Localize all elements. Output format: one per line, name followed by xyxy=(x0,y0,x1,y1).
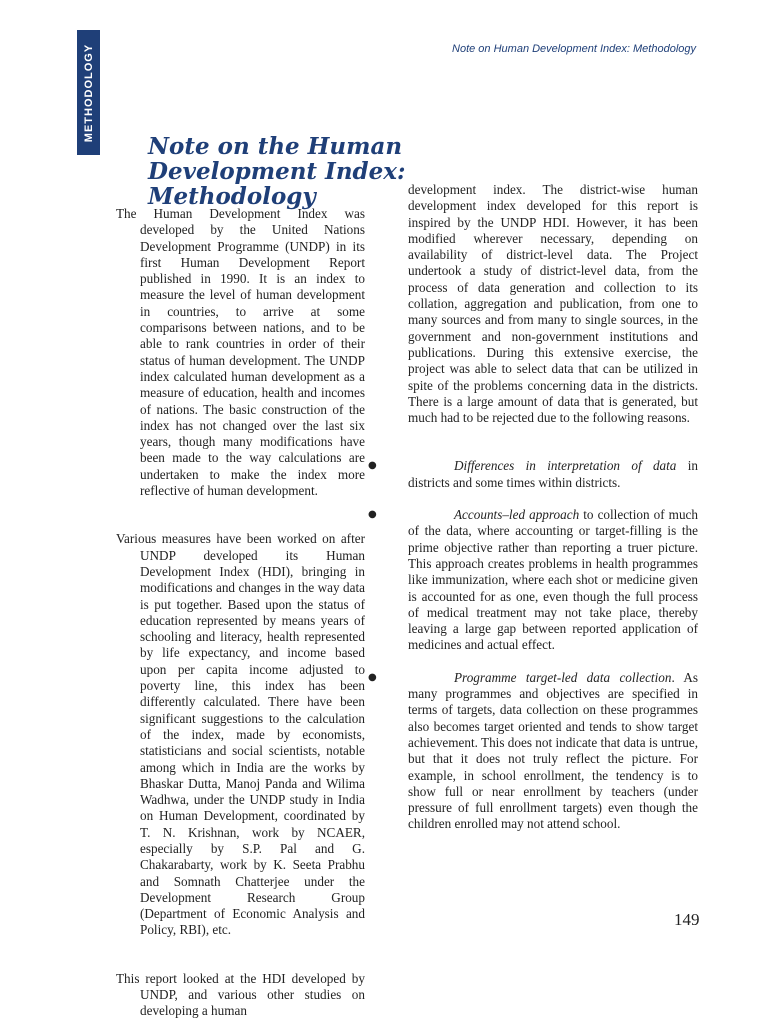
paragraph-report: This report looked at the HDI developed by UNDP, and various other studies on developing a human xyxy=(116,970,365,1019)
section-tab xyxy=(77,30,100,155)
list-item xyxy=(368,507,698,654)
bullet-body: in districts and some times within districts. xyxy=(408,458,698,490)
left-column xyxy=(116,206,365,1020)
bullet-icon: ● xyxy=(368,509,377,521)
bullet-lead: Accounts–led approach xyxy=(454,507,580,523)
reasons-list xyxy=(368,458,699,832)
list-item xyxy=(368,669,699,833)
paragraph-district-index: development index. The district-wise human development index developed for this report is inspired by the UNDP HDI. However, it has been modified wherever necessary, depending on availability of district-level data. The Project undertook a study of district-level data, from the process of data generation and collection to its collation, aggregation and publication, from one to many sources and from many to single sources, in the government and non-government institutions and publications. During this extensive exercise, the project was able to select data that can be utilized in spite of the problems concerning data in the districts. There is a large amount of data that is generated, but much had to be rejected due to the following reasons. xyxy=(408,182,698,426)
paragraph-intro: The Human Development Index was developed by the United Nations Development Programme (UNDP) in its first Human Development Report published in 1990. It is an index to measure the level of human development in countries, to arrive at some comparisons between nations, and to be able to rank countries in order of their status of human development. The UNDP index calculated human development as a measure of education, health and incomes of nations. The basic construction of the index has not changed over the last six years, though many modifications have been made to the way calculations are undertaken to make the index more reflective of human development. xyxy=(116,206,365,499)
bullet-icon: ● xyxy=(368,671,377,683)
bullet-icon: ● xyxy=(368,460,377,472)
bullet-lead: Differences in interpretation of data xyxy=(454,458,677,474)
running-header: Note on Human Development Index: Methodology xyxy=(452,43,696,55)
bullet-body: . As many programmes and objectives are specified in terms of targets, data collection on these programmes also becomes target oriented and tends to show target achievement. This does not indicate that data is untrue, but that it does not truly reflect the picture. For example, in school enrollment, the tendency is to show full or near enrollment by teachers (under pressure of full enrollment targets) even though the children enrolled may not attend school. xyxy=(408,669,699,832)
page-title: Note on the Human Development Index: Methodology xyxy=(148,133,406,210)
paragraph-measures: Various measures have been worked on after UNDP developed its Human Development Index (HDI), bringing in modifications and changes in the way data is put together. Based upon the status of education represented by means years of schooling and literacy, health represented by life expectancy, and income based upon per capita income adjusted to poverty line, this index has been differently calculated. There have been significant suggestions to the calculation of the index, made by economists, statisticians and social scientists, notable among which in India are the works by Bhaskar Dutta, Manoj Panda and Wilima Wadhwa, under the UNDP study in India on Human Development, coordinated by T. N. Krishnan, work by NCAER, especially by S.P. Pal and G. Chakarabarty, work by K. Seeta Prabhu and Somnath Chatterjee under the Development Research Group (Department of Economic Analysis and Policy, RBI), etc. xyxy=(116,531,365,938)
bullet-lead: Programme target-led data collection xyxy=(454,669,672,685)
section-tab-label: METHODOLOGY xyxy=(82,43,95,142)
list-item xyxy=(368,458,698,491)
bullet-body: to collection of much of the data, where accounting or target-filling is the prime objective rather than reporting a truer picture. This approach creates problems in health programmes like immunization, where each shot or medicine given is accounted for as one, even though the full process of medical treatment may not take place, thereby leaving a large gap between reported application of medicines and actual effect. xyxy=(408,507,698,653)
right-column xyxy=(368,182,699,833)
page-number: 149 xyxy=(674,910,700,929)
